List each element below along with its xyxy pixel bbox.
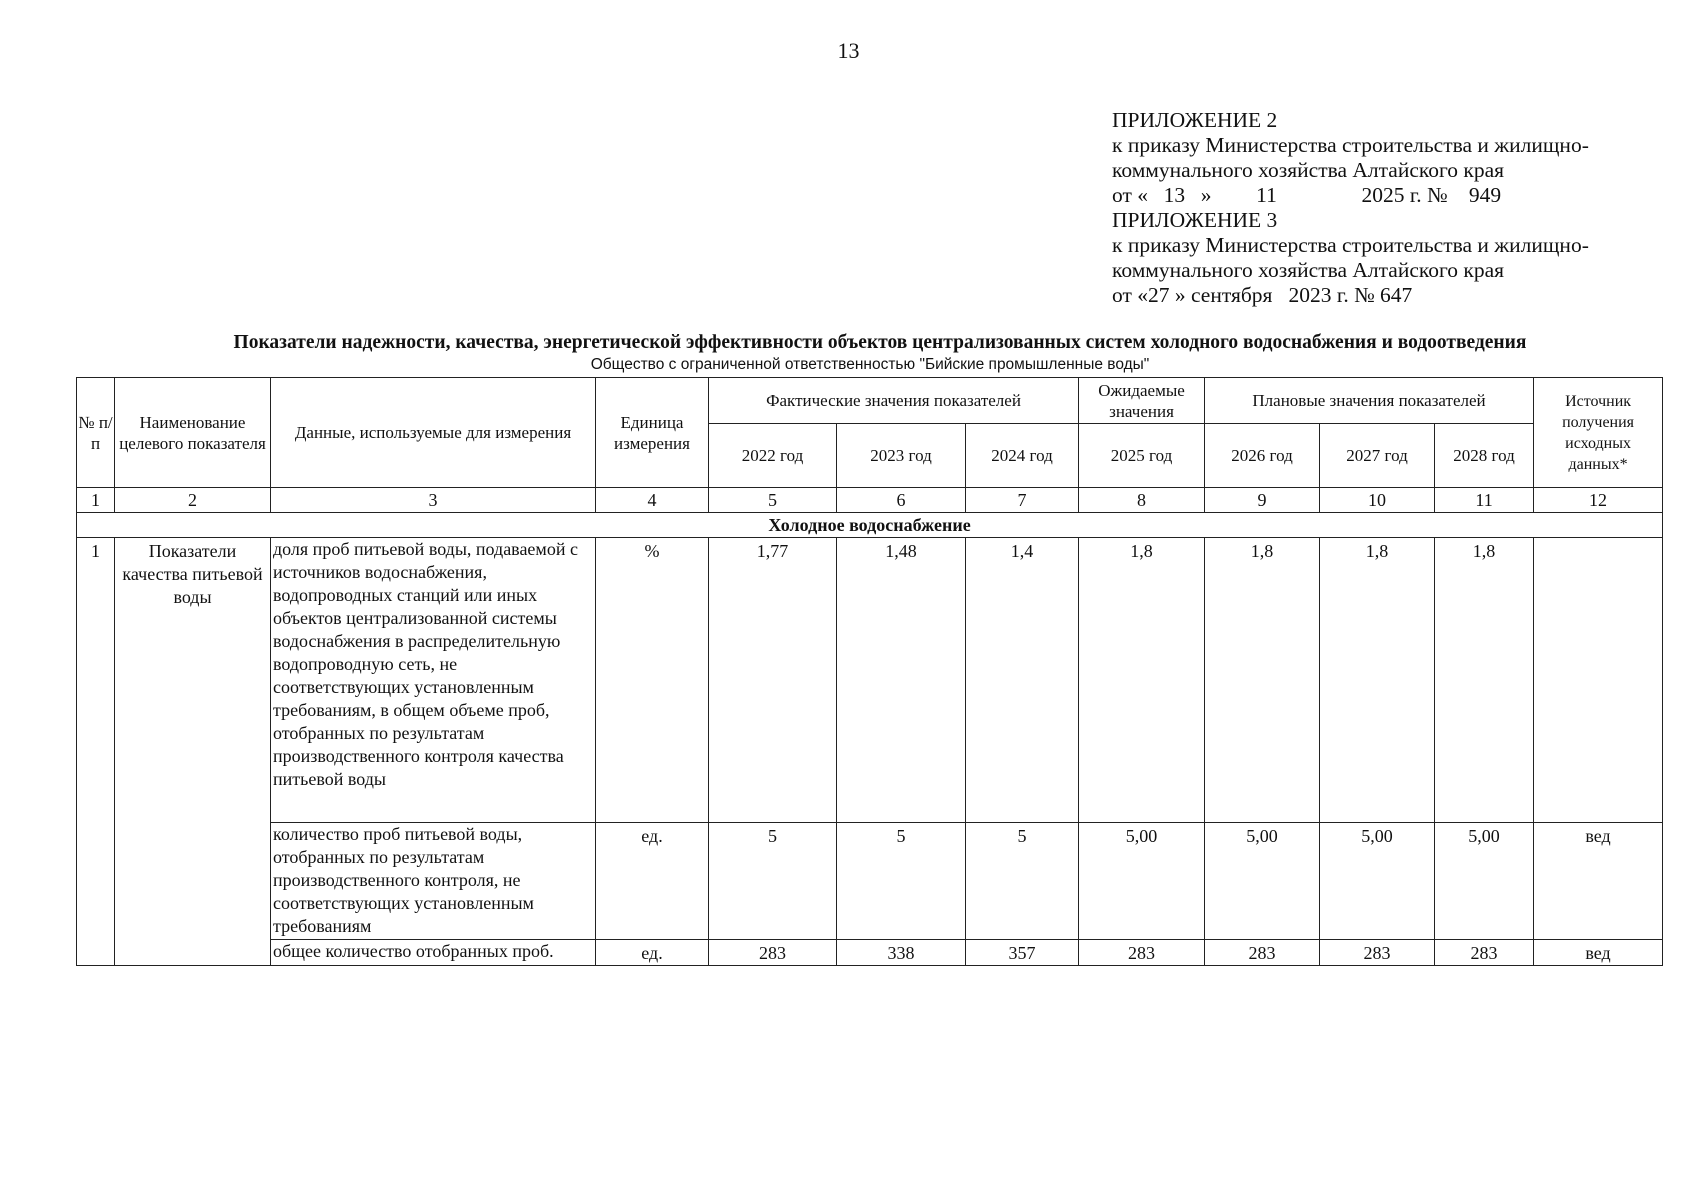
row-unit: % [596,538,709,823]
column-number: 3 [271,488,596,513]
row-description: общее количество отобранных проб. [271,940,596,966]
value-2025: 1,8 [1079,538,1205,823]
header-expected-values: Ожидаемые значения [1079,378,1205,424]
annex2-line2: коммунального хозяйства Алтайского края [1112,158,1505,182]
value-2023: 338 [837,940,966,966]
row-description: количество проб питьевой воды, отобранных по результатам производственного контроля, не соответствующих установленным требованиям [271,823,596,940]
column-number: 1 [77,488,115,513]
table-row [77,823,1663,940]
annex3-date: от «27 » сентября 2023 г. № 647 [1112,283,1413,307]
header-num: № п/п [77,378,115,488]
value-2025: 283 [1079,940,1205,966]
header-year-2024: 2024 год [966,424,1079,488]
value-2024: 357 [966,940,1079,966]
column-number: 9 [1205,488,1320,513]
header-data-source: Источник получения исходных данных* [1534,378,1663,488]
value-2022: 5 [709,823,837,940]
annex-block [1112,108,1589,308]
row-source: вед [1534,940,1663,966]
column-number: 10 [1320,488,1435,513]
table-row [77,940,1663,966]
annex2-year: 2025 г. № [1361,183,1448,207]
column-number: 5 [709,488,837,513]
header-year-2025: 2025 год [1079,424,1205,488]
header-planned-values: Плановые значения показателей [1205,378,1534,424]
indicators-table [76,377,1663,966]
row-source [1534,538,1663,823]
document-title: Показатели надежности, качества, энергетической эффективности объектов централизованных систем холодного водоснабжения и водоотведения [233,332,1527,353]
value-2023: 5 [837,823,966,940]
value-2024: 5 [966,823,1079,940]
row-unit: ед. [596,940,709,966]
header-unit: Единица измерения [596,378,709,488]
header-actual-values: Фактические значения показателей [709,378,1079,424]
column-number: 12 [1534,488,1663,513]
value-2027: 283 [1320,940,1435,966]
row-source: вед [1534,823,1663,940]
annex2-date [1112,183,1589,208]
organization-name: Общество с ограниченной ответственностью "Бийские промышленные воды" [590,356,1150,373]
header-year-2022: 2022 год [709,424,837,488]
value-2026: 5,00 [1205,823,1320,940]
column-number: 2 [115,488,271,513]
table-row [77,538,1663,823]
section-row [77,513,1663,538]
value-2027: 5,00 [1320,823,1435,940]
row-description: доля проб питьевой воды, подаваемой с источников водоснабжения, водопроводных станций или иных объектов централизованной системы водоснабжения в распределительную водопроводную сеть, не соответствующих установленным требованиям, в общем объеме проб, отобранных по результатам производственного контроля качества питьевой воды [271,538,596,823]
row-unit: ед. [596,823,709,940]
header-indicator-name: Наименование целевого показателя [115,378,271,488]
annex2-day: 13 [1163,183,1186,207]
value-2026: 1,8 [1205,538,1320,823]
header-measurement-data: Данные, используемые для измерения [271,378,596,488]
annex2-line1: к приказу Министерства строительства и жилищно- [1112,133,1589,157]
header-year-2027: 2027 год [1320,424,1435,488]
indicator-name: Показатели качества питьевой воды [115,538,271,966]
value-2025: 5,00 [1079,823,1205,940]
value-2022: 1,77 [709,538,837,823]
annex2-number: 949 [1468,183,1502,207]
value-2028: 5,00 [1435,823,1534,940]
annex3-title: ПРИЛОЖЕНИЕ 3 [1112,208,1278,232]
column-number: 4 [596,488,709,513]
page-number: 13 [837,38,860,63]
header-year-2023: 2023 год [837,424,966,488]
header-year-2026: 2026 год [1205,424,1320,488]
column-number: 6 [837,488,966,513]
annex3-line1: к приказу Министерства строительства и жилищно- [1112,233,1589,257]
value-2023: 1,48 [837,538,966,823]
column-number: 8 [1079,488,1205,513]
value-2022: 283 [709,940,837,966]
annex3-line2: коммунального хозяйства Алтайского края [1112,258,1505,282]
header-year-2028: 2028 год [1435,424,1534,488]
annex2-month: 11 [1256,183,1277,207]
value-2028: 1,8 [1435,538,1534,823]
indicator-number: 1 [77,538,115,966]
annex2-date-prefix: от « [1112,183,1148,207]
section-title-cold-water: Холодное водоснабжение [77,513,1663,538]
column-number: 7 [966,488,1079,513]
column-numbers-row [77,488,1663,513]
annex2-title: ПРИЛОЖЕНИЕ 2 [1112,108,1278,132]
value-2024: 1,4 [966,538,1079,823]
column-number: 11 [1435,488,1534,513]
value-2026: 283 [1205,940,1320,966]
value-2028: 283 [1435,940,1534,966]
annex2-day-close: » [1200,183,1212,207]
value-2027: 1,8 [1320,538,1435,823]
